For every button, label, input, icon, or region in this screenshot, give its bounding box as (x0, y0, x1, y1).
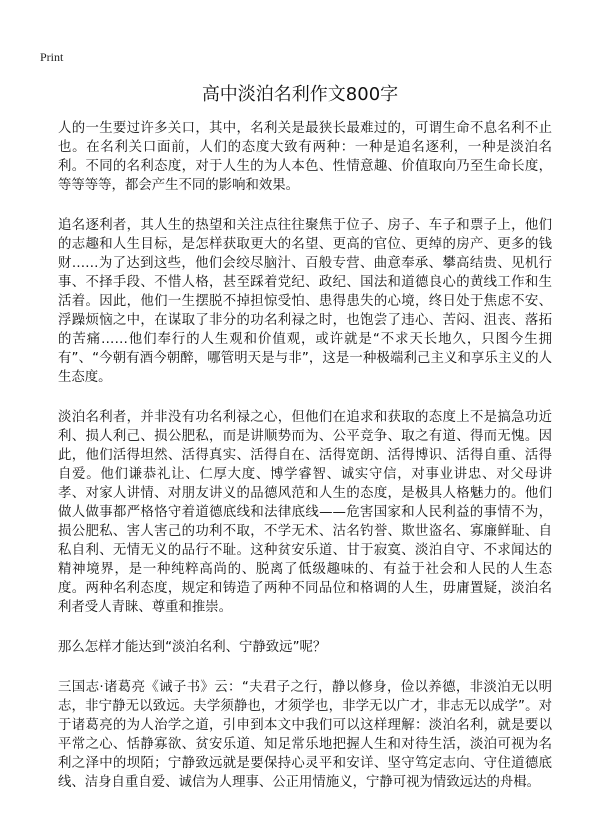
paragraph-pursuers: 追名逐利者，其人生的热望和关注点往往聚焦于位子、房子、车子和票子上，他们的志趣和人生目标，是怎样获取更大的名望、更高的官位、更绰的房产、更多的钱财……为了达到这些，他们会绞尽脑汁、百般专营、曲意奉承、攀高结贵、见机行事、不择手段、不惜人格，甚至踩着党纪、政纪、国法和道德良心的黄线工作和生活着。因此，他们一生摆脱不掉担惊受怕、患得患失的心境，终日处于焦虑不安、浮躁烦恼之中，在谋取了非分的功名利禄之时，也饱尝了违心、苦闷、沮丧、落拓的苦痛……他们奉行的人生观和价值观，或许就是“不求天长地久，只图今生拥有”、“今朝有酒今朝醉，哪管明天是与非”，这是一种极端利己主义和享乐主义的人生态度。 (58, 218, 552, 385)
paragraph-indifferent: 淡泊名利者，并非没有功名利禄之心，但他们在追求和获取的态度上不是搞急功近利、损人利己、损公肥私，而是讲顺势而为、公平竞争、取之有道、得而无愧。因此，他们活得坦然、活得真实、活得自在、活得宽朗、活得博识、活得自重、活得自爱。他们谦恭礼让、仁厚大度、博学睿智、诚实守信，对事业讲忠、对父母讲孝、对家人讲情、对朋友讲义的品德风范和人生的态度，是极具人格魅力的。他们做人做事都严格恪守着道德底线和法律底线——危害国家和人民利益的事情不为，损公肥私、害人害己的功利不取，不学无术、沽名钓誉、欺世盗名、寡廉鲜耻、自私自利、无情无义的品行不耻。这种贫安乐道、甘于寂寞、淡泊自守、不求闻达的精神境界，是一种纯粹高尚的、脱离了低级趣味的、有益于社会和人民的人生态度。两种名利态度，规定和铸造了两种不同品位和格调的人生，毋庸置疑，淡泊名利者受人青睐、尊重和推崇。 (58, 410, 552, 615)
paragraph-zhuge-liang: 三国志·诸葛亮《诫子书》云：“夫君子之行，静以修身，俭以养德，非淡泊无以明志，非宁静无以致远。夫学须静也，才须学也，非学无以广才，非志无以成学”。对于诸葛亮的为人治学之道，引申到本文中我们可以这样理解：淡泊名利，就是要以平常之心、恬静寡欲、贫安乐道、知足常乐地把握人生和对待生活，淡泊可视为名利之泽中的坝陌；宁静致远就是要保持心灵平和安详、坚守笃定志向、守住道德底线、洁身自重自爱、诚信为人理事、公正用情施义，宁静可视为情致远达的舟楫。 (58, 680, 552, 790)
print-link[interactable]: Print (40, 50, 64, 64)
paragraph-intro: 人的一生要过许多关口，其中，名利关是最狭长最难过的，可谓生命不息名利不止也。在名利关口面前，人们的态度大致有两种：一种是追名逐利，一种是淡泊名利。不同的名利态度，对于人生的为人本色、性情意趣、价值取向乃至生命长度，等等等等，都会产生不同的影响和效果。 (58, 121, 552, 193)
article-body (58, 119, 552, 792)
document-title: 高中淡泊名利作文800字 (201, 84, 399, 105)
paragraph-question: 那么怎样才能达到“淡泊名利、宁静致远”呢？ (58, 640, 327, 655)
